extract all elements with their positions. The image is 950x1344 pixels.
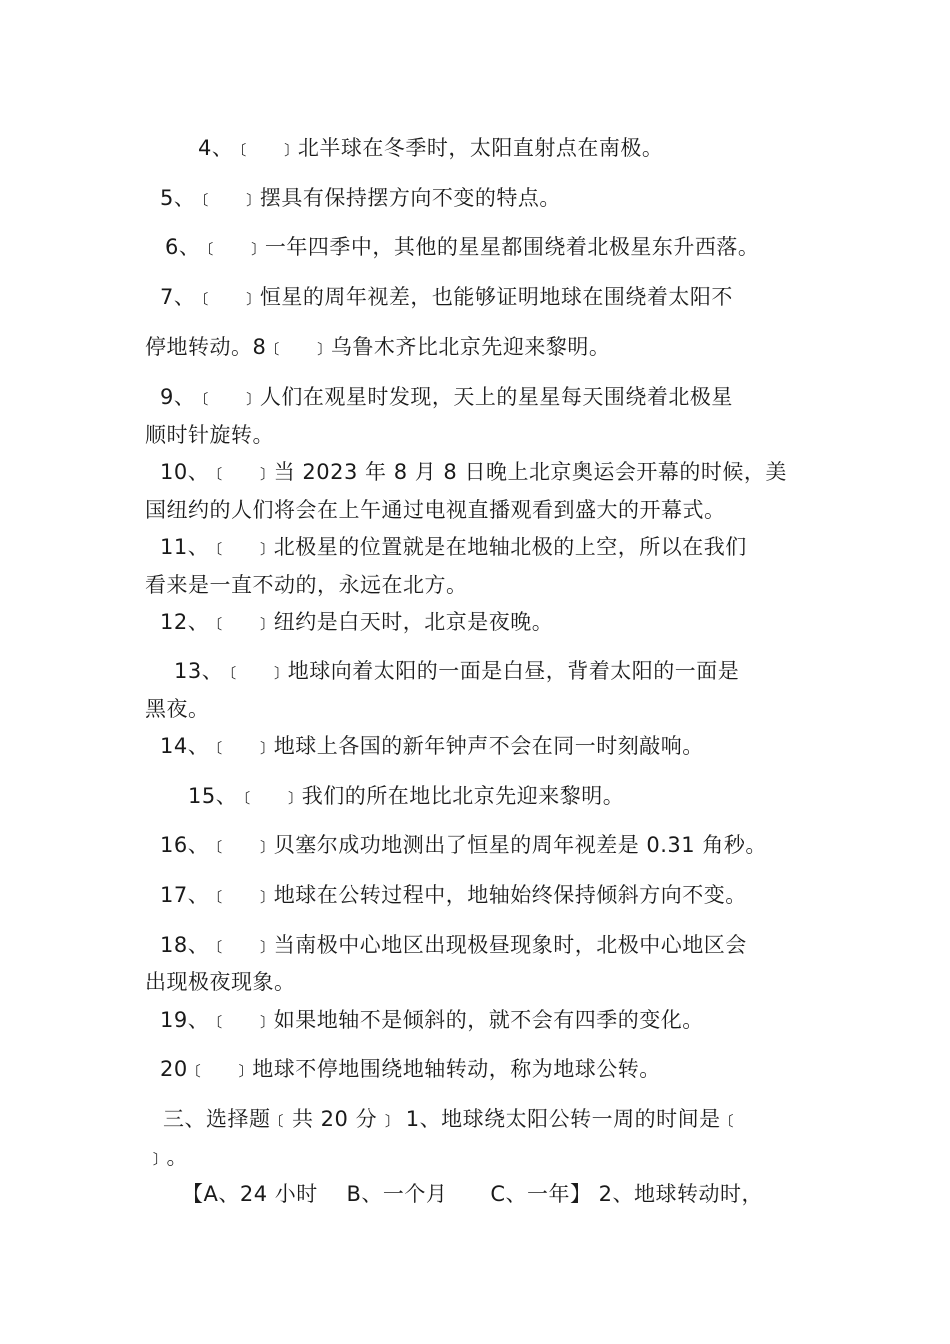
question-9-line-1: 9、﹝ ﹞人们在观星时发现，天上的星星每天围绕着北极星 — [160, 385, 733, 409]
question-18-line-1: 18、﹝ ﹞当南极中心地区出现极昼现象时，北极中心地区会 — [160, 933, 747, 957]
question-17: 17、﹝ ﹞地球在公转过程中，地轴始终保持倾斜方向不变。 — [160, 883, 747, 907]
question-20: 20﹝ ﹞地球不停地围绕地轴转动，称为地球公转。 — [160, 1057, 661, 1081]
question-15: 15、﹝ ﹞我们的所在地比北京先迎来黎明。 — [188, 784, 625, 808]
question-4: 4、﹝ ﹞北半球在冬季时，太阳直射点在南极。 — [198, 136, 664, 160]
question-5: 5、﹝ ﹞摆具有保持摆方向不变的特点。 — [160, 186, 561, 210]
question-7-line-1: 7、﹝ ﹞恒星的周年视差，也能够证明地球在围绕着太阳不 — [160, 285, 733, 309]
question-19: 19、﹝ ﹞如果地轴不是倾斜的，就不会有四季的变化。 — [160, 1008, 704, 1032]
question-7-8-line-2: 停地转动。8﹝ ﹞乌鲁木齐比北京先迎来黎明。 — [145, 335, 611, 359]
question-16: 16、﹝ ﹞贝塞尔成功地测出了恒星的周年视差是 0.31 角秒。 — [160, 833, 767, 857]
section-3-heading: 三、选择题﹝共 20 分﹞ 1、地球绕太阳公转一周的时间是﹝ — [163, 1107, 743, 1131]
question-13-line-1: 13、﹝ ﹞地球向着太阳的一面是白昼，背着太阳的一面是 — [174, 659, 740, 683]
question-10-line-2: 国纽约的人们将会在上午通过电视直播观看到盛大的开幕式。 — [145, 498, 726, 522]
choice-1-bracket-close: ﹞。 — [145, 1145, 188, 1169]
question-9-line-2: 顺时针旋转。 — [145, 423, 274, 447]
question-13-line-2: 黑夜。 — [145, 697, 210, 721]
question-10-line-1: 10、﹝ ﹞当 2023 年 8 月 8 日晚上北京奥运会开幕的时候，美 — [160, 460, 787, 484]
question-14: 14、﹝ ﹞地球上各国的新年钟声不会在同一时刻敲响。 — [160, 734, 704, 758]
question-11-line-2: 看来是一直不动的，永远在北方。 — [145, 573, 468, 597]
question-11-line-1: 11、﹝ ﹞北极星的位置就是在地轴北极的上空，所以在我们 — [160, 535, 747, 559]
question-6: 6、﹝ ﹞一年四季中，其他的星星都围绕着北极星东升西落。 — [165, 235, 760, 259]
question-12: 12、﹝ ﹞纽约是白天时，北京是夜晚。 — [160, 610, 554, 634]
question-18-line-2: 出现极夜现象。 — [145, 970, 296, 994]
choice-1-options: 【A、24 小时 B、一个月 C、一年】 2、地球转动时， — [182, 1182, 764, 1206]
